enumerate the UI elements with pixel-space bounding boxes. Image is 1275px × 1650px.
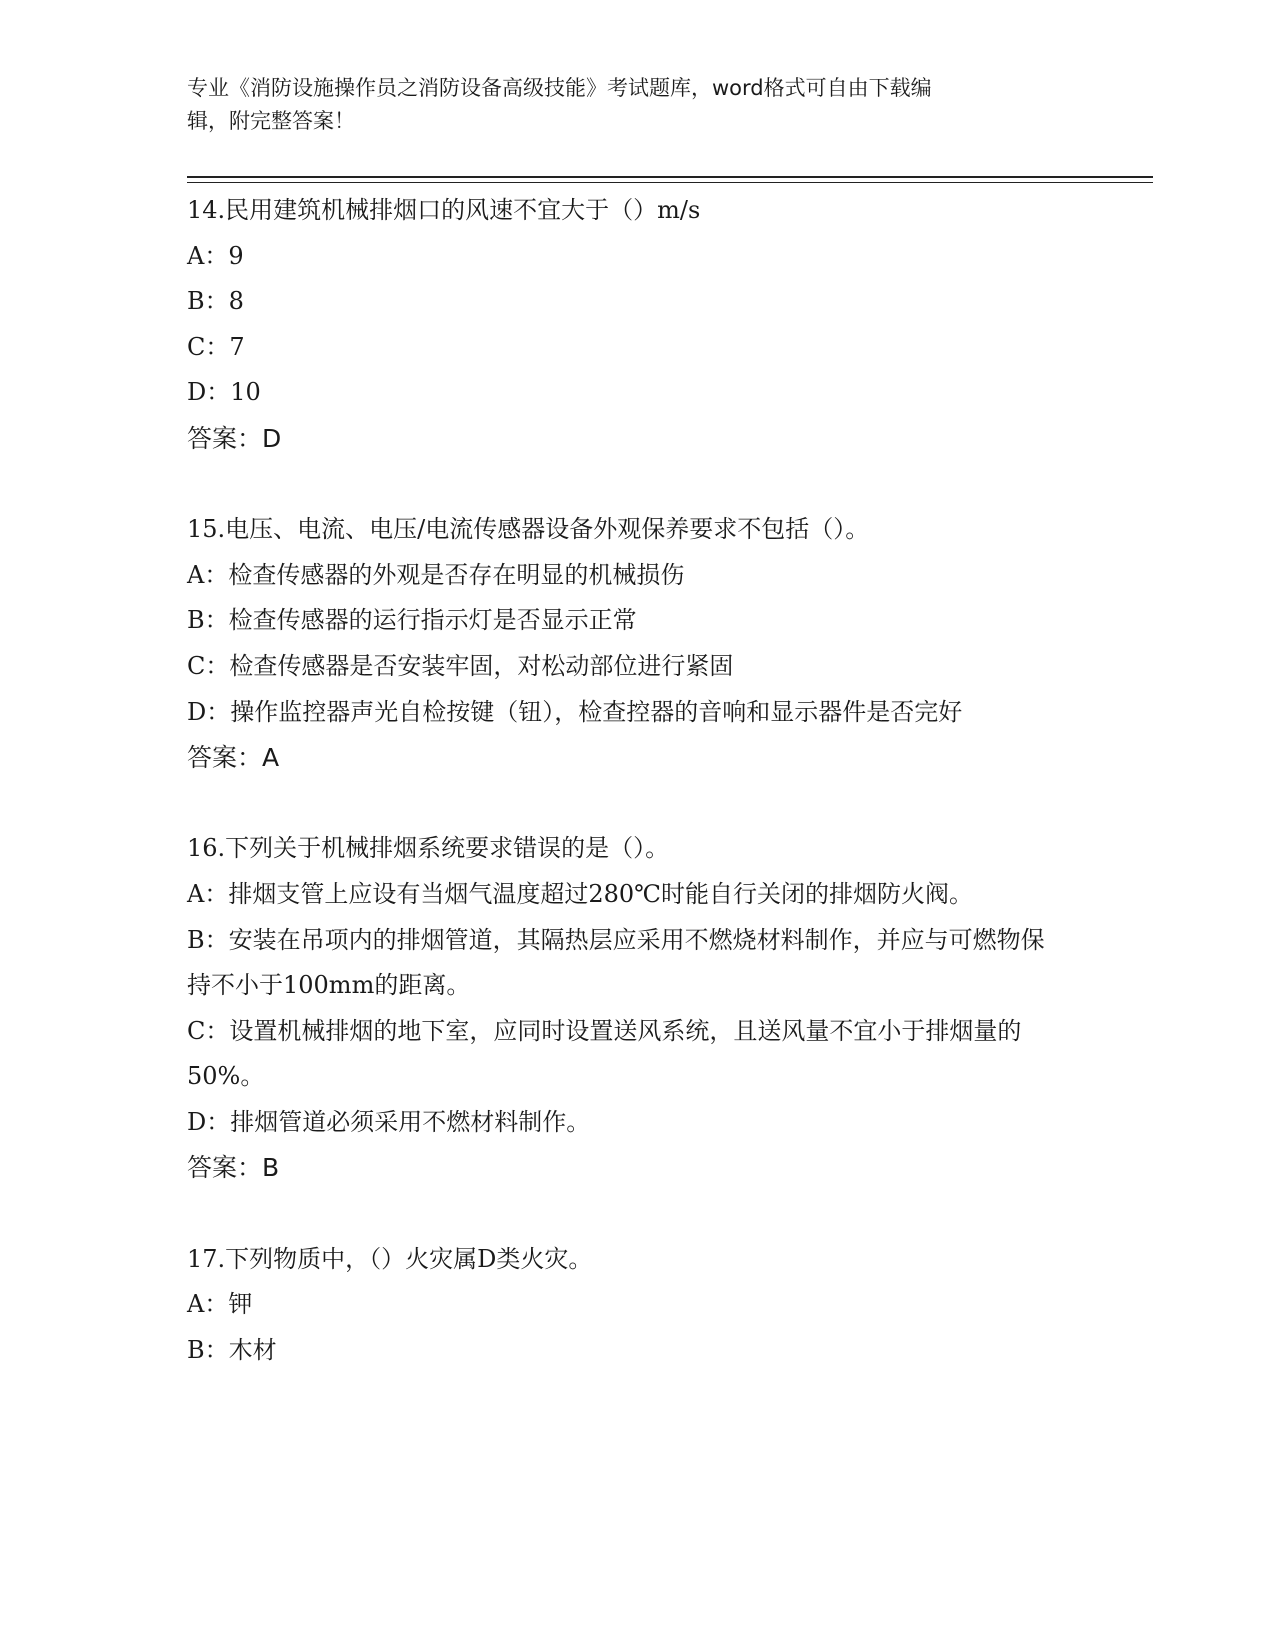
question-15 [187,507,1067,781]
question-stem: 17.下列物质中，（）火灾属D类火灾。 [187,1244,593,1273]
question-stem: 14.民用建筑机械排烟口的风速不宜大于（）m/s [187,196,701,224]
option-d: D：操作监控器声光自检按键（钮），检查控器的音响和显示器件是否完好 [187,697,963,726]
option-b: B：检查传感器的运行指示灯是否显示正常 [187,606,637,635]
question-stem: 16.下列关于机械排烟系统要求错误的是（）。 [187,834,670,863]
option-a: A：9 [187,241,244,270]
option-a: A：钾 [187,1290,253,1319]
question-17 [187,1237,1067,1374]
question-list [187,188,1067,1373]
answer: 答案：D [187,423,282,453]
option-d: D：10 [187,378,261,407]
question-14 [187,188,1067,462]
header-divider-thick [187,176,1153,178]
option-c: C：检查传感器是否安装牢固，对松动部位进行紧固 [187,651,734,680]
option-d: D：排烟管道必须采用不燃材料制作。 [187,1107,591,1136]
option-b: B：安装在吊项内的排烟管道，其隔热层应采用不燃烧材料制作，并应与可燃物保持不小于100mm的距离。 [187,925,1045,1000]
option-a: A：检查传感器的外观是否存在明显的机械损伤 [187,560,685,589]
option-b: B：木材 [187,1335,277,1364]
question-16 [187,826,1067,1191]
header-line-2: 辑，附完整答案！ [187,109,355,133]
question-stem: 15.电压、电流、电压/电流传感器设备外观保养要求不包括（）。 [187,515,870,544]
option-b: B：8 [187,287,244,316]
option-c: C：7 [187,332,245,361]
header-divider-thin [187,182,1153,183]
answer: 答案：B [187,1153,280,1183]
option-c: C：设置机械排烟的地下室，应同时设置送风系统，且送风量不宜小于排烟量的50%。 [187,1016,1022,1091]
option-a: A：排烟支管上应设有当烟气温度超过280℃时能自行关闭的排烟防火阀。 [187,879,973,908]
header-line-1: 专业《消防设施操作员之消防设备高级技能》考试题库，word格式可自由下载编 [187,76,932,100]
answer: 答案：A [187,743,280,773]
document-header [187,72,1067,138]
